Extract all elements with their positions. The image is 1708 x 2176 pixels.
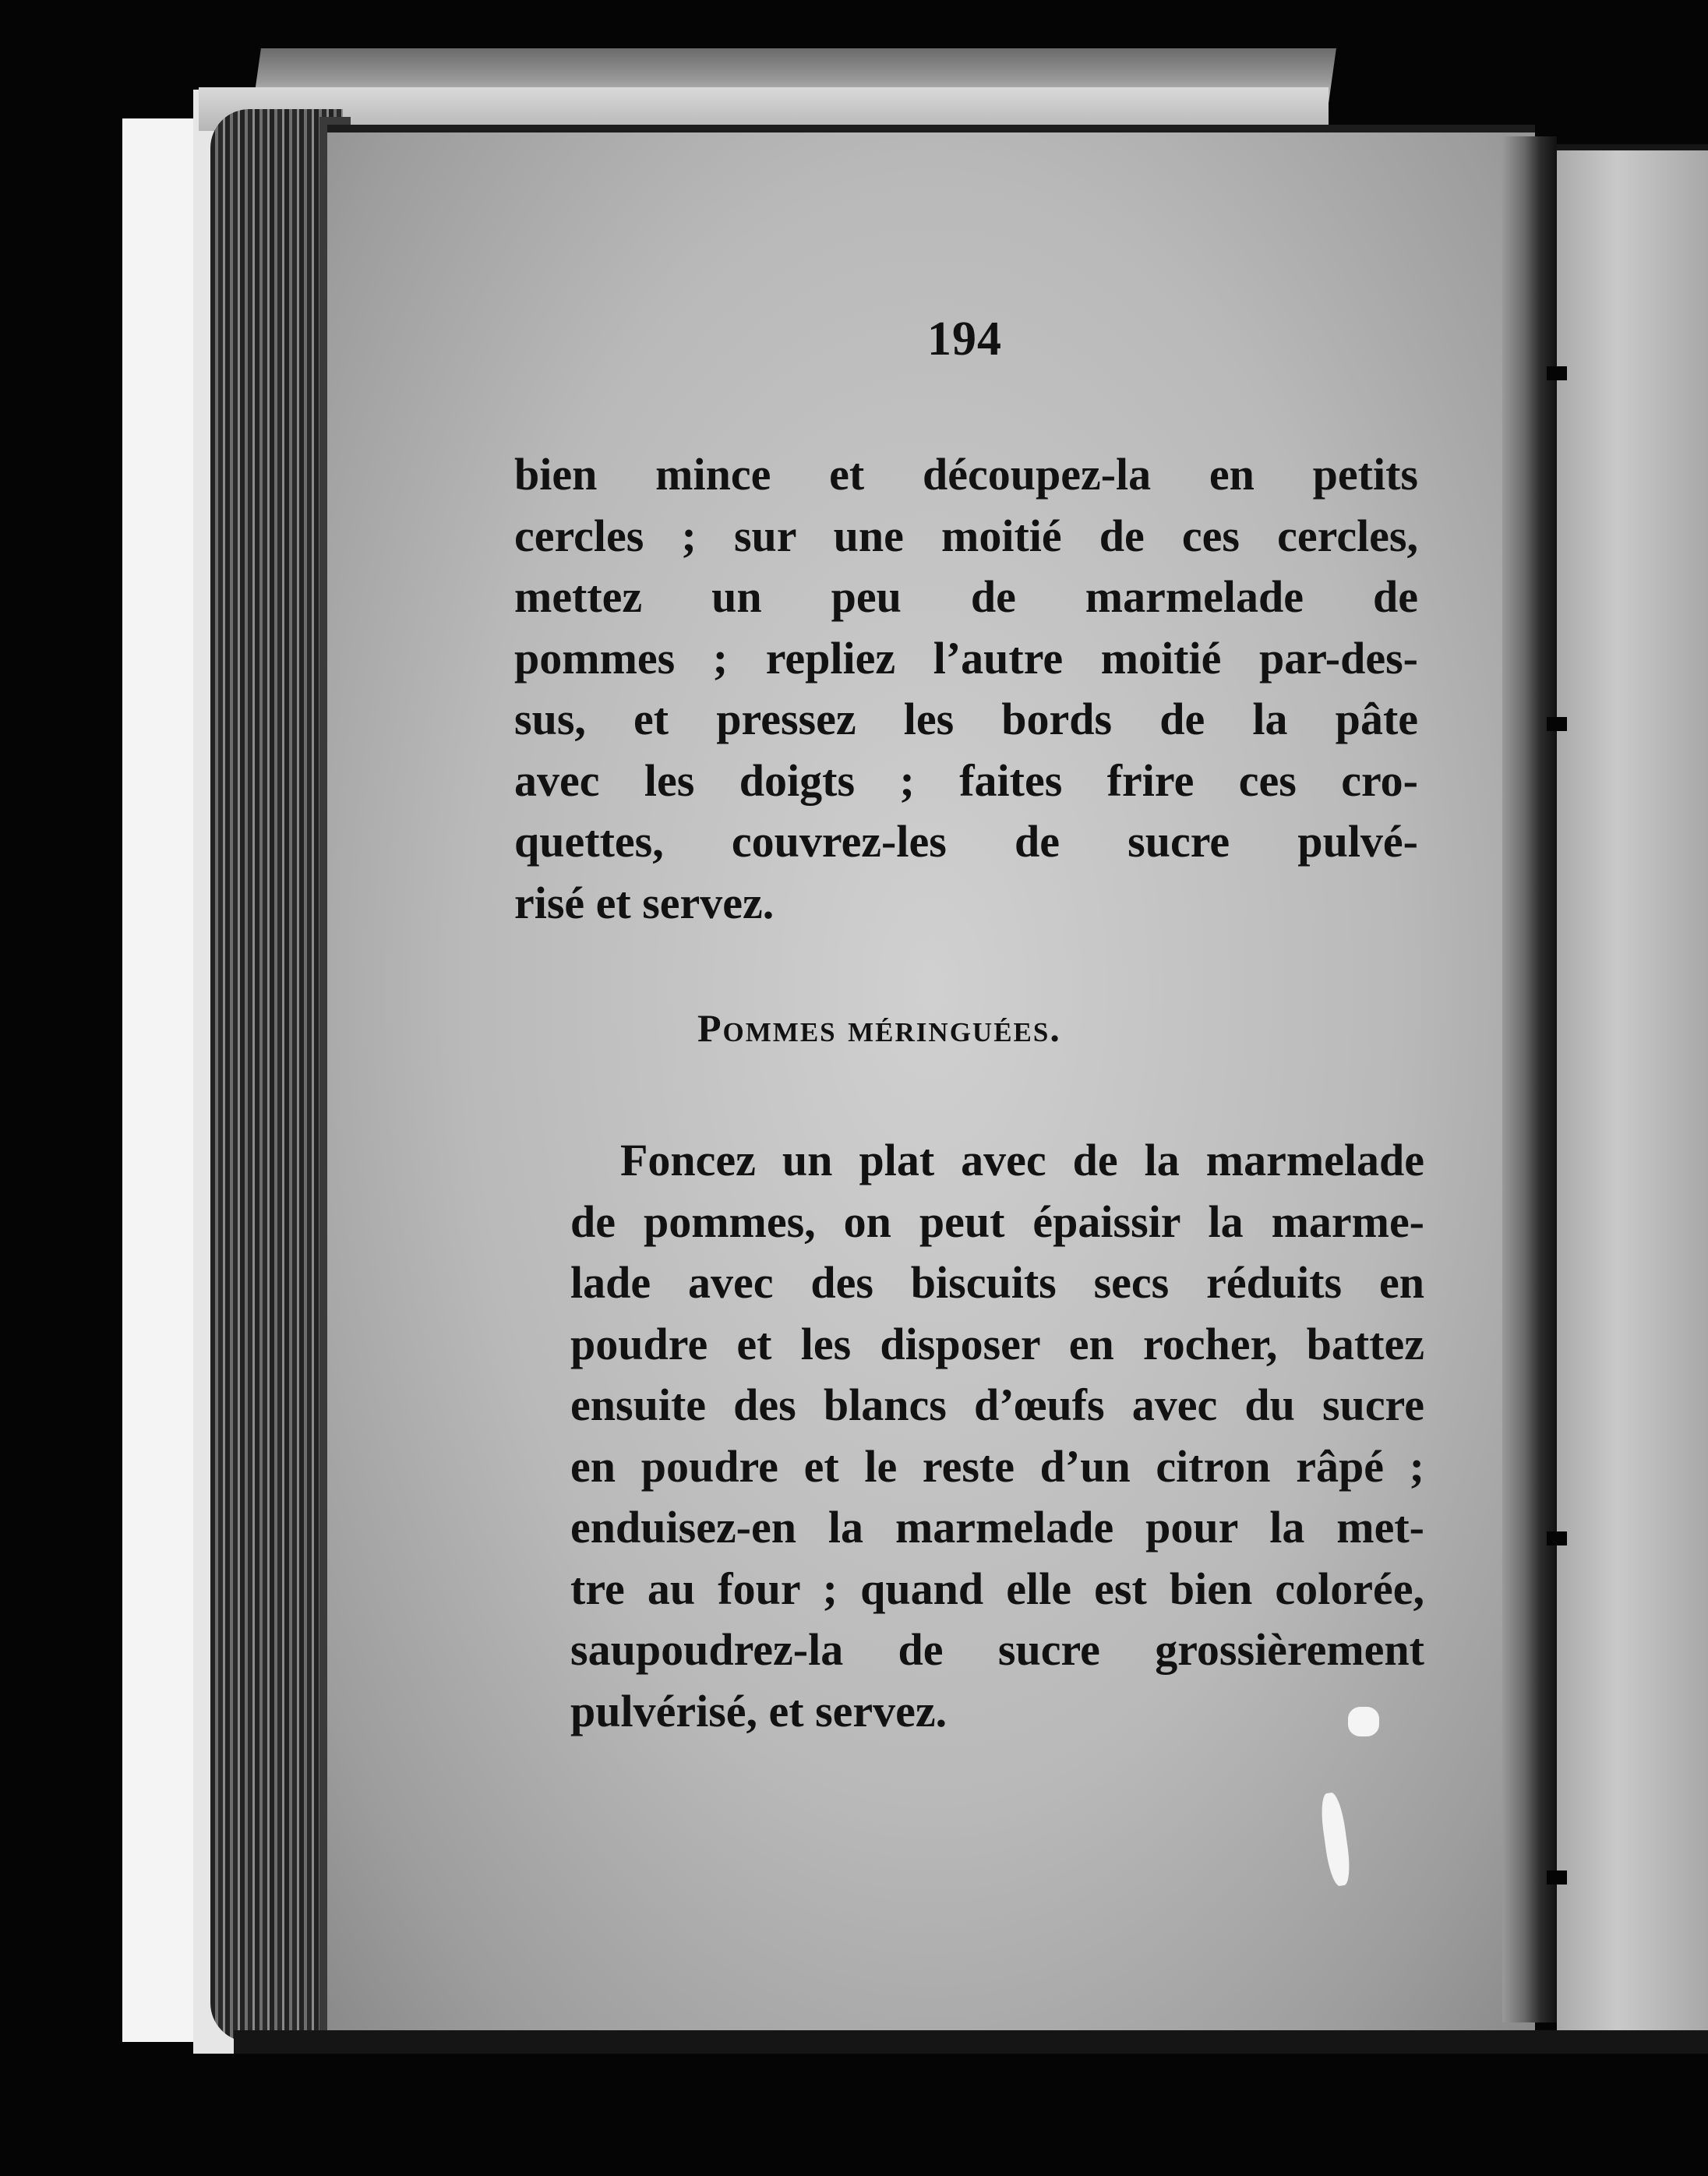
text-line: cercles ; sur une moitié de ces cercles, xyxy=(514,510,1418,561)
recipe-heading: Pommes méringuées. xyxy=(697,1006,1061,1050)
paragraph-pommes-meringuees xyxy=(521,1130,1424,1742)
gutter-notch xyxy=(1547,717,1567,731)
text-line: ensuite des blancs d’œufs avec du sucre xyxy=(570,1379,1424,1430)
gutter-notch xyxy=(1547,1531,1567,1545)
text-line: en poudre et le reste d’un citron râpé ; xyxy=(570,1440,1424,1492)
text-line: avec les doigts ; faites frire ces cro- xyxy=(514,754,1418,806)
text-line: Foncez un plat avec de la marmelade xyxy=(620,1135,1424,1185)
bottom-shadow xyxy=(234,2030,1708,2054)
book-page xyxy=(327,125,1535,2045)
text-line: poudre et les disposer en rocher, battez xyxy=(570,1318,1424,1369)
text-line: sus, et pressez les bords de la pâte xyxy=(514,694,1418,744)
gutter-notch xyxy=(1547,1870,1567,1885)
text-line: de pommes, on peut épaissir la marme- xyxy=(570,1196,1424,1247)
text-line: enduisez-en la marmelade pour la met- xyxy=(570,1502,1424,1553)
paper-defect xyxy=(1348,1707,1379,1736)
text-line: bien mince et découpez-la en petits xyxy=(514,449,1418,500)
text-line: pulvérisé, et servez. xyxy=(570,1685,948,1736)
text-line: risé et servez. xyxy=(514,877,775,928)
text-line: quettes, couvrez-les de sucre pulvé- xyxy=(514,816,1418,867)
facing-page-edge xyxy=(1557,144,1708,2036)
paragraph-croquettes xyxy=(514,444,1418,934)
book-gutter xyxy=(1502,136,1557,2022)
page-number: 194 xyxy=(927,313,1002,366)
text-line: pommes ; repliez l’autre moitié par-des- xyxy=(514,632,1418,684)
text-line: lade avec des biscuits secs réduits en xyxy=(570,1257,1424,1308)
text-line: saupoudrez-la de sucre grossièrement xyxy=(570,1624,1424,1675)
text-line: mettez un peu de marmelade de xyxy=(514,571,1418,622)
gutter-notch xyxy=(1547,366,1567,380)
text-line: tre au four ; quand elle est bien colorée, xyxy=(570,1563,1424,1614)
